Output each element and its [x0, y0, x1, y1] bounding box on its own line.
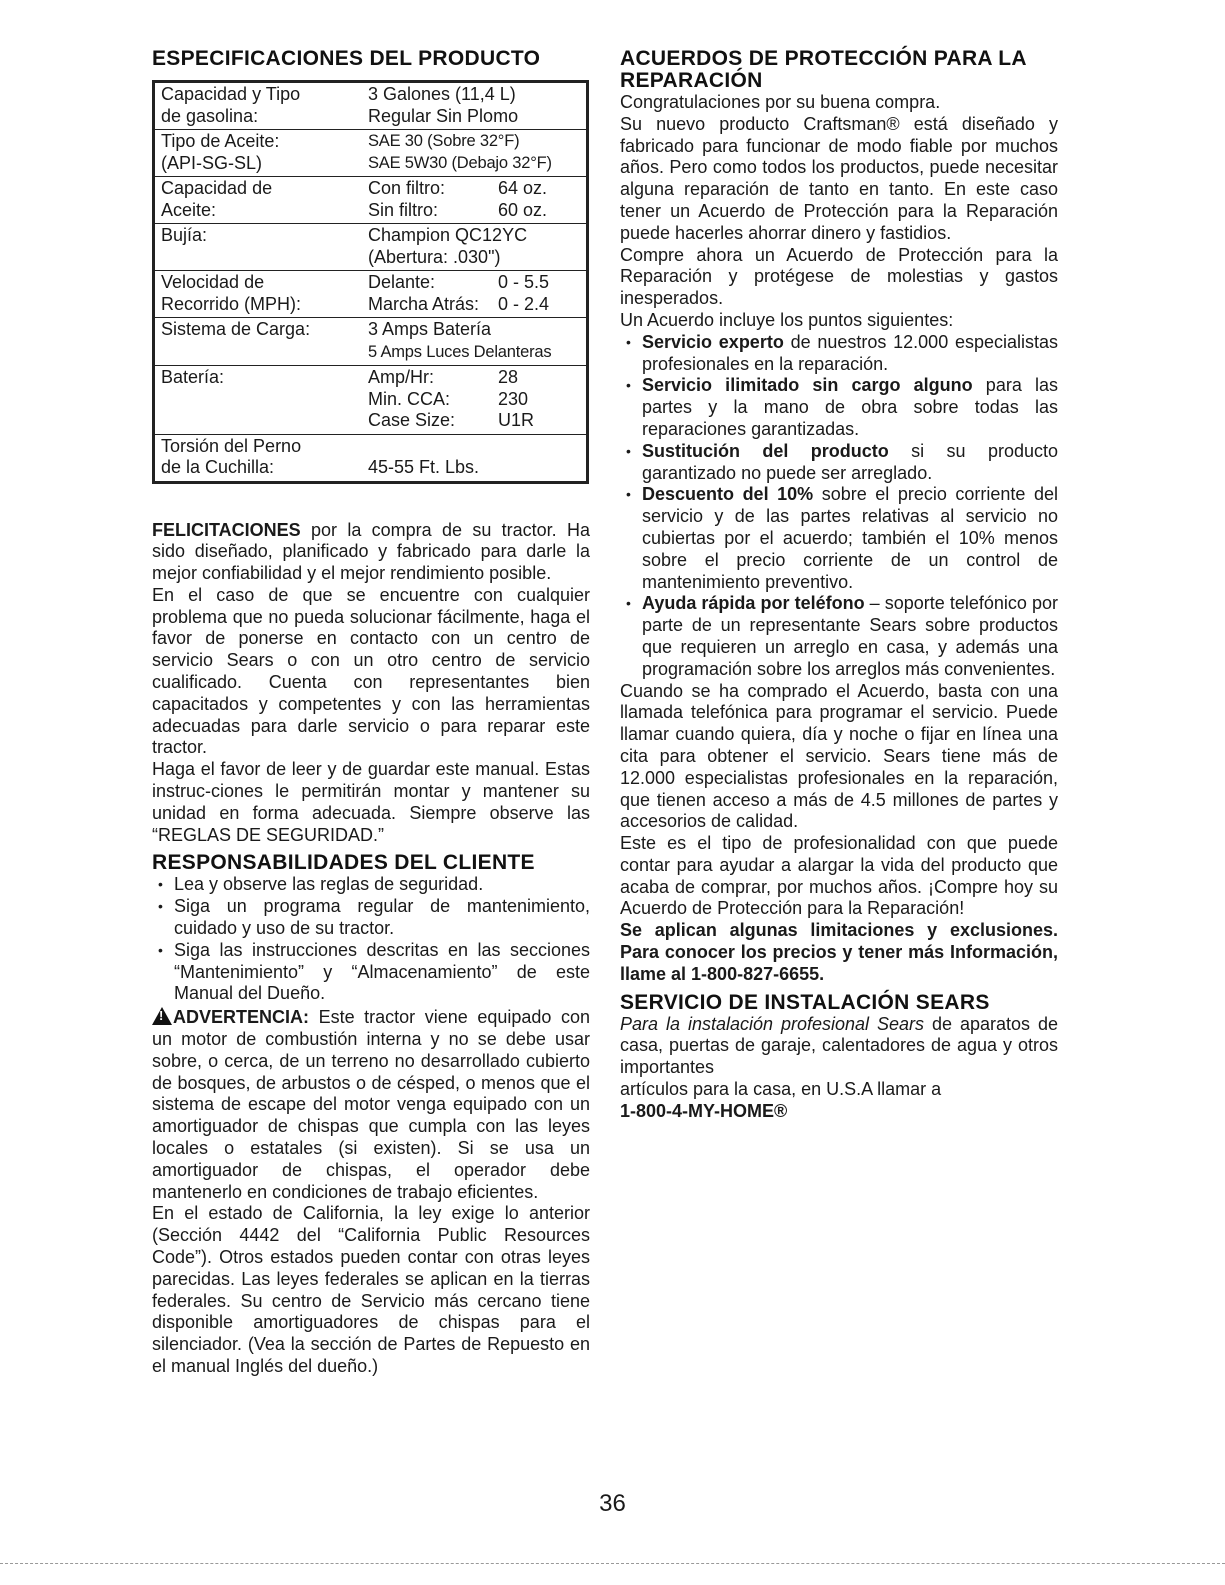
spec-value: Delante: 0 - 5.5 Marcha Atrás: 0 - 2.4	[362, 271, 588, 318]
spec-label: Bujía:	[154, 224, 363, 271]
spec-table	[152, 80, 589, 484]
after-paragraph: Cuando se ha comprado el Acuerdo, basta con una llamada telefónica para programar el servicio. Puede llamar cuando quiera, día y noche o fijar en línea una cita para obtener el servicio. Sears tiene más de 12.000 especialistas profesionales en la reparación, que tienen acceso a más de 4.5 millones de partes y accesorios de calidad.	[620, 680, 1058, 832]
install-paragraph: Para la instalación profesional Sears de aparatos de casa, puertas de garaje, calentadores de agua y otros importantes	[620, 1013, 1058, 1078]
manual-paragraph: Haga el favor de leer y de guardar este manual. Estas instruc-ciones le permitirán montar y mantener su unidad en forma adecuada. Siempre observe las “REGLAS DE SEGURIDAD.”	[152, 759, 590, 845]
responsibilities-title: RESPONSABILIDADES DEL CLIENTE	[152, 851, 535, 875]
spec-label: Sistema de Carga:	[154, 318, 363, 366]
after-paragraph: Este es el tipo de profesionalidad con que puede contar para ayudar a alargar la vida del producto que acaba de comprar, por muchos años. ¡Compre hoy su Acuerdo de Protección para la Reparación!	[620, 833, 1058, 919]
congrats-paragraph: FELICITACIONES por la compra de su tractor. Ha sido diseñado, planificado y fabricado para darle la mejor confiabilidad y el mejor rendimiento posible.	[152, 519, 590, 584]
intro-line: Un Acuerdo incluye los puntos siguientes:	[620, 309, 954, 330]
table-row	[154, 318, 588, 366]
spec-label: Tipo de Aceite: (API-SG-SL)	[154, 130, 363, 177]
spec-label: Capacidad y Tipo de gasolina:	[161, 84, 301, 126]
limits-paragraph: Se aplican algunas limitaciones y exclusiones. Para conocer los precios y tener más Información, llame al 1-800-827-6655.	[620, 920, 1058, 984]
right-column	[620, 48, 1058, 1123]
benefits-list	[620, 332, 1058, 681]
intro-line: Su nuevo producto Craftsman® está diseñado y fabricado para funcionar de modo fiable por muchos años. Pero como todos los productos, puede necesitar alguna reparación de tanto en tanto. En este caso tener un Acuerdo de Protección para la Reparación puede hacerles ahorrar dinero y fastidios.	[620, 113, 1058, 243]
table-row	[154, 130, 588, 177]
bottom-divider	[0, 1563, 1225, 1564]
table-row	[154, 224, 588, 271]
table-row	[154, 82, 588, 130]
warning-icon	[152, 1007, 172, 1025]
list-item: • Descuento del 10% sobre el precio corriente del servicio y de las partes relativas al servicio no cubiertas por el acuerdo; también el 10% menos sobre el precio corriente de un control de mantenimiento preventivo.	[620, 484, 1058, 593]
list-item: • Siga las instrucciones descritas en las secciones “Mantenimiento” y “Almacenamiento” de este Manual del Dueño.	[152, 940, 590, 1005]
table-row	[154, 434, 588, 482]
list-item: • Siga un programa regular de mantenimiento, cuidado y uso de su tractor.	[152, 896, 590, 940]
spec-value: Amp/Hr: 28 Min. CCA: 230 Case Size: U1R	[362, 366, 588, 435]
page-number: 36	[599, 1490, 626, 1517]
spec-value: 3 Galones (11,4 L) Regular Sin Plomo	[368, 84, 519, 126]
protection-title: ACUERDOS DE PROTECCIÓN PARA LA REPARACIÓN	[620, 47, 1027, 92]
install-paragraph-2: artículos para la casa, en U.S.A llamar a	[620, 1079, 942, 1100]
responsibilities-list	[152, 874, 590, 1005]
left-column	[152, 48, 590, 1378]
list-item: • Sustitución del producto si su producto garantizado no puede ser arreglado.	[620, 441, 1058, 485]
intro-line: Congratulaciones por su buena compra.	[620, 92, 941, 112]
warning-paragraph: !ADVERTENCIA: Este tractor viene equipado con un motor de combustión interna y no se debe usar sobre, o cerca, de un terreno no desarrollado cubierto de bosques, de arbustos o de césped, o menos que el sistema de escape del motor venga equipado con un amortiguador de chispas que cumpla con las leyes locales o estatales (si existen). Si se usa un amortiguador de chispas, el operador debe mantenerlo en condiciones de trabajo eficientes.	[152, 1005, 590, 1203]
install-title: SERVICIO DE INSTALACIÓN SEARS	[620, 990, 990, 1014]
spec-label: Velocidad de Recorrido (MPH):	[154, 271, 363, 318]
spec-title: ESPECIFICACIONES DEL PRODUCTO	[152, 47, 541, 70]
table-row	[154, 177, 588, 224]
spec-value: Champion QC12YC (Abertura: .030")	[362, 224, 588, 271]
spec-value: SAE 30 (Sobre 32°F) SAE 5W30 (Debajo 32°F)	[362, 130, 588, 177]
spec-value: Con filtro: 64 oz. Sin filtro: 60 oz.	[362, 177, 588, 224]
list-item: • Lea y observe las reglas de seguridad.	[152, 874, 590, 896]
table-row	[154, 366, 588, 435]
spec-label: Capacidad de Aceite:	[154, 177, 363, 224]
list-item: • Servicio experto de nuestros 12.000 especialistas profesionales en la reparación.	[620, 332, 1058, 376]
spec-label: Batería:	[154, 366, 363, 435]
service-paragraph: En el caso de que se encuentre con cualquier problema que no pueda solucionar fácilmente, haga el favor de ponerse en contacto con un centro de servicio Sears o con un otro centro de servicio cualificado. Cuenta con representantes bien capacitados y competentes y con las herramientas adecuadas para darle servicio o para reparar este tractor.	[152, 584, 590, 758]
california-paragraph: En el estado de California, la ley exige lo anterior (Sección 4442 del “California Public Resources Code”). Otros estados pueden contar con otras leyes parecidas. Las leyes federales se aplican en la tierras federales. Su centro de Servicio más cercano tiene disponible amortiguadores de chispas para el silenciador. (Vea la sección de Partes de Repuesto en el manual Inglés del dueño.)	[152, 1203, 590, 1376]
list-item: • Servicio ilimitado sin cargo alguno para las partes y la mano de obra sobre todas las reparaciones garantizadas.	[620, 375, 1058, 440]
spec-label: Torsión del Perno de la Cuchilla:	[154, 434, 363, 482]
intro-line: Compre ahora un Acuerdo de Protección para la Reparación y protégese de molestias y gastos inesperados.	[620, 244, 1058, 309]
table-row	[154, 271, 588, 318]
install-phone: 1-800-4-MY-HOME®	[620, 1100, 788, 1121]
spec-value: 3 Amps Batería 5 Amps Luces Delanteras	[362, 318, 588, 366]
spec-value: 45-55 Ft. Lbs.	[362, 434, 588, 482]
list-item: • Ayuda rápida por teléfono – soporte telefónico por parte de un representante Sears sobre productos que requieren un arreglo en casa, y además una programación sobre los arreglos más convenientes.	[620, 593, 1058, 680]
